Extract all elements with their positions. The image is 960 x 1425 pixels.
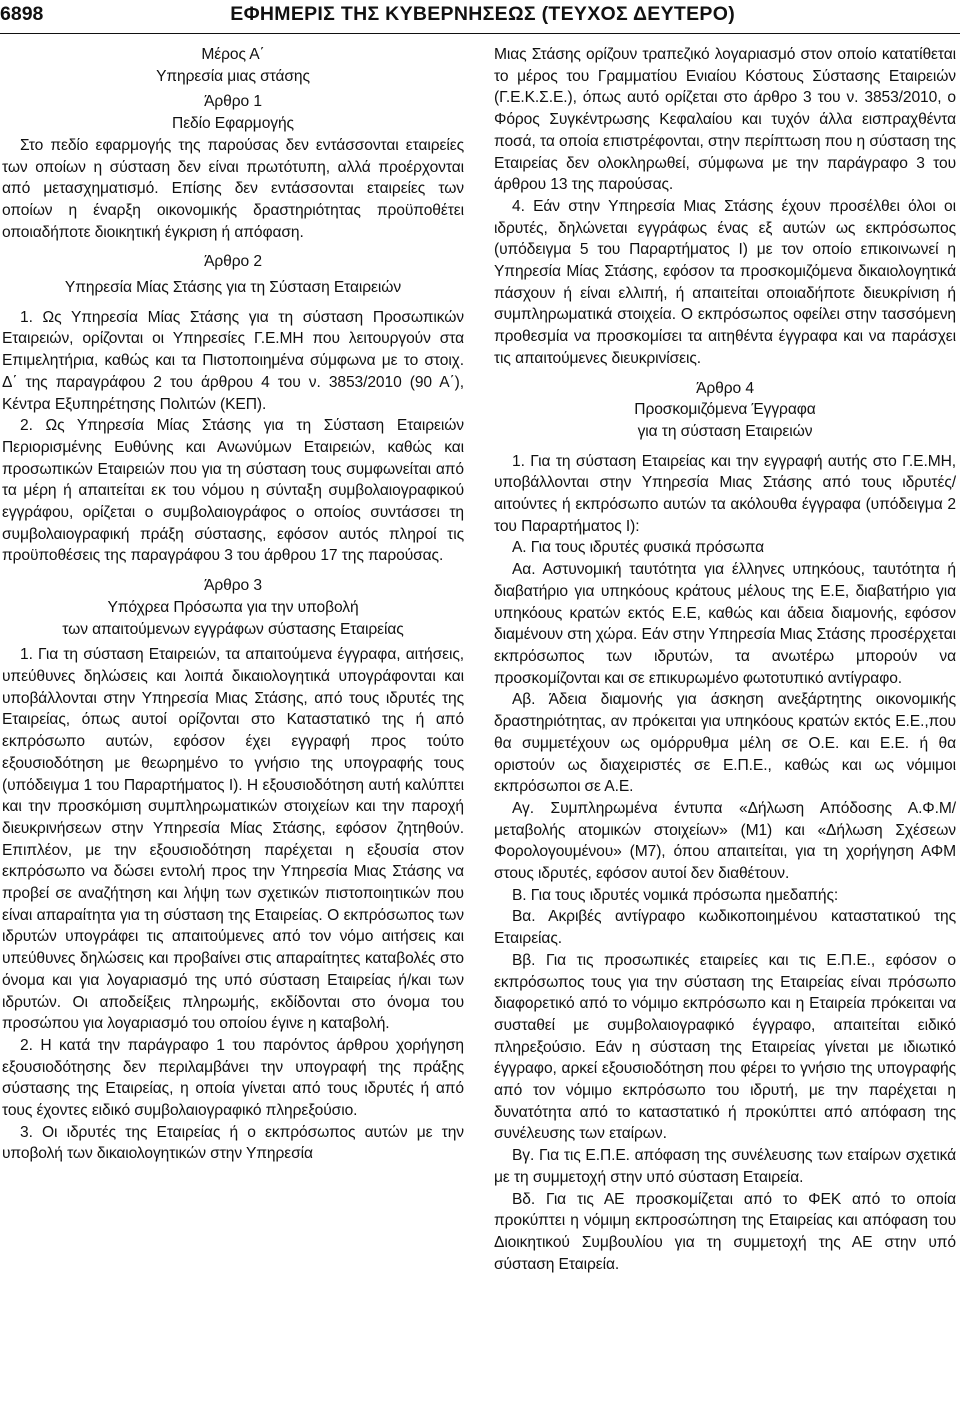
part-subtitle: Υπηρεσία μιας στάσης bbox=[156, 67, 310, 85]
article-4-item-ba: Βα. Ακριβές αντίγραφο κωδικοποιημένου καταστατικού της Εταιρείας. bbox=[494, 908, 956, 948]
article-1-paragraph: Στο πεδίο εφαρμογής της παρούσας δεν εντάσσονται εταιρείες των οποίων η σύσταση δεν είναι πρωτότυπη, αλλά προέρχονται από μετασχηματισμό. Επίσης δεν εντάσσονται εταιρείες των οποίων η έναρξη οικονομικής δραστηριότητας προϋποθέτει οποιαδήποτε διοικητική έγκριση ή απόφαση. bbox=[2, 136, 464, 241]
article-4-item-aa: Αα. Αστυνομική ταυτότητα για έλληνες υπηκόους, ταυτότητα ή διαβατήριο για υπηκόους κράτους μέλους της Ε.Ε, διαβατήριο για υπηκόους κρατών εκτός Ε.Ε, καθώς και άδεια διαμονής, εφόσον διαμένουν στη χώρα. Εάν στην Υπηρεσία Μιας Στάσης προσέρχεται εκπρόσωπος των ιδρυτών, τα ανωτέρω μπορούν να προσκομίζονται και σε επικυρωμένο φωτοτυπικό αντίγραφο. bbox=[494, 561, 956, 687]
article-3-continued: Μιας Στάσης ορίζουν τραπεζικό λογαριασμό στον οποίο κατατίθεται το μέρος του Γραμματίου Ενιαίου Κόστους Σύστασης Εταιρειών (Γ.Ε.Κ.Σ.Ε.), όπως αυτό ορίζεται στο άρθρο 3 του ν. 3853/2010, ο Φόρος Συγκέντρωσης Κεφαλαίου και τυχόν άλλα εισπραχθέντα ποσά, τα οποία επιστρέφονται, στην περίπτωση που η σύσταση της Εταιρείας δεν ολοκληρωθεί, σύμφωνα με την παράγραφο 3 του άρθρου 13 της παρούσας. bbox=[494, 46, 956, 194]
article-4-item-bd: Βδ. Για τις ΑΕ προσκομίζεται από το ΦΕΚ από το οποία προκύπτει η νόμιμη εκπροσώπηση της Εταιρείας και απόφαση του Διοικητικού Συμβουλίου για τη συμμετοχή της ΑΕ στην υπό σύσταση Εταιρεία. bbox=[494, 1190, 956, 1273]
article-2-title: Άρθρο 2 bbox=[204, 253, 262, 271]
part-title: Μέρος Α΄ bbox=[201, 46, 265, 63]
article-3-subtitle-2: των απαιτούμενων εγγράφων σύστασης Εταιρείας bbox=[62, 620, 404, 638]
article-4-item-ag: Αγ. Συμπληρωμένα έντυπα «Δήλωση Απόδοσης Α.Φ.Μ/ μεταβολής ατομικών στοιχείων» (Μ1) και «Δήλωση Σχέσεων Φορολογουμένου» (Μ7), όπου απαιτείται, για τη χορήγηση ΑΦΜ στους ιδρυτές, εφόσον αυτοί δεν διαθέτουν. bbox=[494, 799, 956, 883]
article-1-title: Άρθρο 1 bbox=[204, 93, 262, 111]
article-3-paragraph-2: 2. Η κατά την παράγραφο 1 του παρόντος άρθρου χορήγηση εξουσιοδότησης δεν περιλαμβάνει την υπογραφή της πράξης σύστασης της Εταιρείας, η οποία γίνεται από τους ιδρυτές ή από τους έχοντες ειδικό συμβολαιογραφικό πληρεξούσιο. bbox=[2, 1036, 464, 1120]
article-4-paragraph-1: 1. Για τη σύσταση Εταιρείας και την εγγραφή αυτής στο Γ.Ε.ΜΗ, υποβάλλονται στην Υπηρεσία Μιας Στάσης από τους ιδρυτές/ αιτούντες ή εκπρόσωπο αυτών τα ακόλουθα έγγραφα (υπόδειγμα 2 του Παραρτήματος Ι): bbox=[494, 452, 956, 535]
article-4-subtitle-2: για τη σύσταση Εταιρειών bbox=[637, 422, 813, 440]
page-header bbox=[0, 0, 960, 32]
article-4-section-a: Α. Για τους ιδρυτές φυσικά πρόσωπα bbox=[512, 539, 765, 557]
journal-title: ΕΦΗΜΕΡΙΣ ΤΗΣ ΚΥΒΕΡΝΗΣΕΩΣ (ΤΕΥΧΟΣ ΔΕΥΤΕΡΟ) bbox=[230, 3, 735, 25]
article-4-item-bb: Ββ. Για τις προσωπικές εταιρείες και τις Ε.Π.Ε., εφόσον ο εκπρόσωπος τους για την σύσταση της Εταιρείας είναι πρόσωπο διαφορετικό από το νόμιμο εκπρόσωπο και η Εταιρεία πρόκειται να συσταθεί με συμβολαιογραφικό έγγραφο, απαιτείται ειδικό πληρεξούσιο. Εάν η σύσταση της Εταιρείας γίνεται με ιδιωτικό έγγραφο, αρκεί εξουσιοδότηση που φέρει το γνήσιο της υπογραφής από τον νόμιμο εκπρόσωπο του ιδρυτή, με την παρέχεται η δυνατότητα από το καταστατικό ή προκύπτει από απόφαση της συνέλευσης των εταίρων. bbox=[494, 951, 956, 1143]
article-3-paragraph-1: 1. Για τη σύσταση Εταιρειών, τα απαιτούμενα έγγραφα, αιτήσεις, υπεύθυνες δηλώσεις και λοιπά δικαιολογητικά υπογράφονται και υποβάλλονται στην Υπηρεσία Μιας Στάσης, από τους ιδρυτές της Εταιρείας, όπως αυτοί ορίζονται στο Καταστατικό της ή από εκπρόσωπο αυτών, εφόσον έχει εγγραφή προς τούτο εξουσιοδότηση με θεωρημένο το γνήσιο της υπογραφής τους (υπόδειγμα 1 του Παραρτήματος Ι). Η εξουσιοδότηση αυτή καλύπτει και την προσκόμιση συμπληρωματικών στοιχείων και την παροχή διευκρινήσεων στην Υπηρεσία Μίας Στάσης, εφόσον ζητηθούν. Επιπλέον, με την εξουσιοδότηση παρέχεται η εξουσία στον εκπρόσωπο να δώσει εντολή προς την Υπηρεσία Μιας Στάσης να προβεί σε αναζήτηση και λήψη των σχετικών πιστοποιητικών που είναι απαραίτητα για τη σύσταση της Εταιρείας. Ο εκπρόσωπος των ιδρυτών υπογράφει τις απαιτούμενες από τον νόμο αιτήσεις και υπεύθυνες δηλώσεις και προβαίνει στις απαραίτητες καταβολές στο όνομα και για λογαριασμό της υπό σύσταση Εταιρείας ή/και των ιδρυτών. Οι αποδείξεις πληρωμής, εκδίδονται στο όνομα του προσώπου για λογαριασμό του οποίου έγινε η καταβολή. bbox=[2, 646, 464, 1033]
article-4-subtitle-1: Προσκομιζόμενα Έγγραφα bbox=[634, 401, 816, 419]
left-column bbox=[2, 44, 464, 1165]
page-number: 6898 bbox=[0, 3, 44, 25]
article-4-section-b: Β. Για τους ιδρυτές νομικά πρόσωπα ημεδαπής: bbox=[512, 886, 839, 904]
article-3-title: Άρθρο 3 bbox=[204, 577, 262, 595]
article-2-paragraph-2: 2. Ως Υπηρεσία Μίας Στάσης για τη Σύσταση Εταιρειών Περιορισμένης Ευθύνης και Ανωνύμων Εταιρειών, καθώς και προσωπικών Εταιρειών που για τη σύσταση τους συμφωνείται από τα μέρη ή απαιτείται εκ του νόμου η σύνταξη συμβολαιογραφικού εγγράφου, ορίζεται ο συμβολαιογράφος ο οποίος συντάσσει τη συμβολαιογραφική πράξη σύστασης, εφόσον αυτός πληροί τις προϋποθέσεις της παραγράφου 3 του άρθρου 17 της παρούσας. bbox=[2, 417, 464, 565]
article-4-item-bg: Βγ. Για τις Ε.Π.Ε. απόφαση της συνέλευσης των εταίρων σχετικά με τη συμμετοχή στην υπό σύσταση Εταιρεία. bbox=[494, 1147, 956, 1186]
article-4-title: Άρθρο 4 bbox=[696, 379, 754, 397]
article-1-subtitle: Πεδίο Εφαρμογής bbox=[172, 115, 294, 133]
article-4-item-ab: Αβ. Άδεια διαμονής για άσκηση ανεξάρτητης οικονομικής δραστηριότητας, αν πρόκειται για υπηκόους κρατών εκτός Ε.Ε.,που θα συμμετέχουν ως ομόρρυθμα μέλη σε Ο.Ε. και Ε.Ε. ή θα οριστούν ως διαχειριστές σε Ε.Π.Ε., καθώς και ως νόμιμοι εκπρόσωποι σε Α.Ε. bbox=[494, 691, 956, 796]
article-3-paragraph-3: 3. Οι ιδρυτές της Εταιρείας ή ο εκπρόσωπος αυτών με την υποβολή των δικαιολογητικών στην Υπηρεσία bbox=[2, 1123, 464, 1163]
header-rule bbox=[0, 33, 960, 34]
right-column bbox=[494, 44, 956, 1275]
article-3-paragraph-4: 4. Εάν στην Υπηρεσία Μιας Στάσης έχουν προσέλθει όλοι οι ιδρυτές, δηλώνεται εγγράφως ένας εξ αυτών ως εκπρόσωπος (υπόδειγμα 5 του Παραρτήματος Ι) με τον οποίο επικοινωνεί η Υπηρεσία Μίας Στάσης, εφόσον τα προσκομιζόμενα δικαιολογητικά πάσχουν ή είναι ελλιπή, ή απαιτείται οποιαδήποτε διευκρίνιση ή συμπληρωματικά στοιχεία. Ο εκπρόσωπος οφείλει στην τασσόμενη προθεσμία να προσκομίσει τα αιτηθέντα έγγραφα και να παράσχει τις απαιτούμενες διευκρινίσεις. bbox=[494, 197, 956, 367]
article-3-subtitle-1: Υπόχρεα Πρόσωπα για την υποβολή bbox=[107, 598, 359, 616]
article-2-paragraph-1: 1. Ως Υπηρεσία Μίας Στάσης για τη σύσταση Προσωπικών Εταιρειών, ορίζονται οι Υπηρεσίες Γ.Ε.ΜΗ που λειτουργούν στα Επιμελητήρια, καθώς και τα Πιστοποιημένα σύμφωνα με το στοιχ. Δ΄ της παραγράφου 2 του άρθρου 4 του ν. 3853/2010 (90 Α΄), Κέντρα Εξυπηρέτησης Πολιτών (ΚΕΠ). bbox=[2, 308, 464, 413]
article-2-subtitle: Υπηρεσία Μίας Στάσης για τη Σύσταση Εταιρειών bbox=[64, 279, 402, 297]
